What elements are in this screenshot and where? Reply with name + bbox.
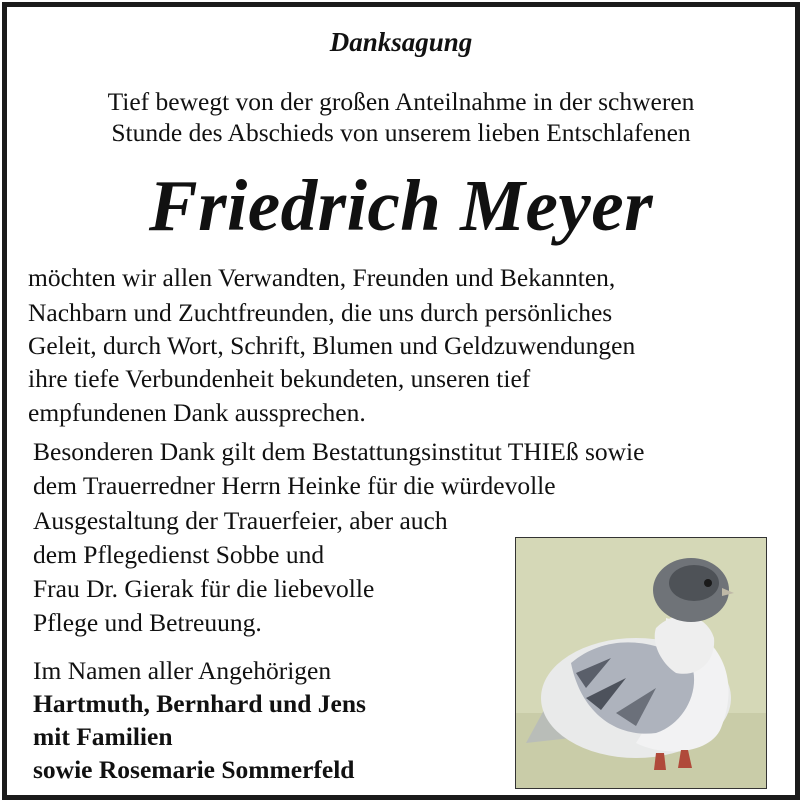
signature-name-2: mit Familien [33, 722, 173, 751]
special-line-1: Besonderen Dank gilt dem Bestattungsinstitut THIEß sowie [33, 437, 645, 466]
signature-name-1: Hartmuth, Bernhard und Jens [33, 689, 366, 718]
special-line-6: Pflege und Betreuung. [33, 608, 262, 637]
thanks-line-3: Geleit, durch Wort, Schrift, Blumen und Geldzuwendungen [28, 331, 636, 360]
intro-line-2: Stunde des Abschieds von unserem lieben Entschlafenen [111, 118, 691, 147]
intro-line-1: Tief bewegt von der großen Anteilnahme in der schweren [107, 87, 695, 116]
deceased-name: Friedrich Meyer [148, 165, 654, 246]
pigeon-illustration [515, 537, 767, 789]
special-line-4: dem Pflegedienst Sobbe und [33, 540, 325, 569]
special-line-3: Ausgestaltung der Trauerfeier, aber auch [33, 506, 448, 535]
notice-frame [2, 2, 800, 800]
thanks-line-5: empfundenen Dank aussprechen. [28, 398, 366, 427]
special-line-5: Frau Dr. Gierak für die liebevolle [33, 574, 375, 603]
thanks-line-4: ihre tiefe Verbundenheit bekundeten, unseren tief [28, 364, 531, 393]
signature-lead: Im Namen aller Angehörigen [33, 656, 332, 685]
notice-heading: Danksagung [329, 27, 473, 57]
thanks-line-2: Nachbarn und Zuchtfreunden, die uns durch persönliches [28, 298, 613, 327]
special-line-2: dem Trauerredner Herrn Heinke für die würdevolle [33, 471, 556, 500]
thanks-line-1: möchten wir allen Verwandten, Freunden und Bekannten, [28, 263, 616, 292]
signature-name-3: sowie Rosemarie Sommerfeld [33, 755, 355, 784]
pigeon-icon [516, 538, 766, 788]
